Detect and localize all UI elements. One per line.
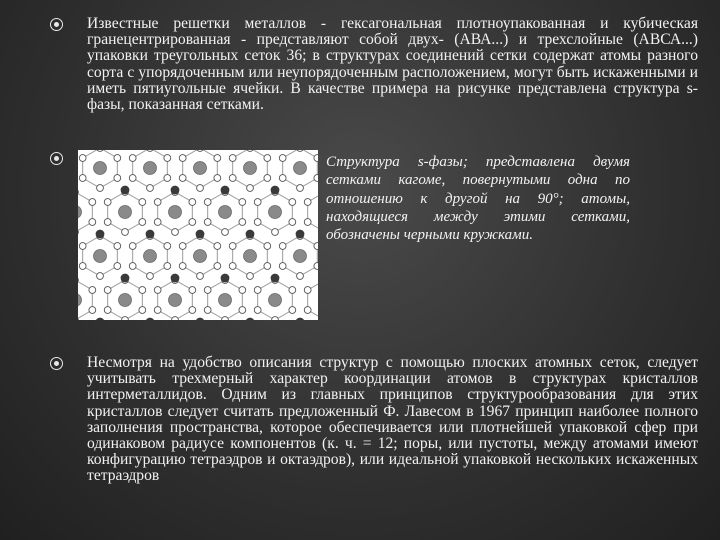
central-atom [78, 206, 82, 219]
lattice-atom [222, 317, 229, 320]
lattice-atom [239, 287, 246, 294]
kagome-hexagon [308, 280, 318, 320]
lattice-atom [264, 155, 271, 162]
lattice-atom [129, 263, 136, 270]
lattice-atom [314, 155, 318, 162]
lattice-atom [229, 243, 236, 250]
lattice-atom [139, 199, 146, 206]
interstitial-atom [296, 318, 305, 320]
lattice-atom [129, 175, 136, 182]
lattice-atom [97, 150, 104, 151]
lattice-atom [204, 199, 211, 206]
interstitial-atom [221, 186, 230, 195]
lattice-atom [179, 243, 186, 250]
lattice-atom [89, 307, 96, 314]
bullet-icon [50, 152, 63, 165]
lattice-atom [179, 263, 186, 270]
lattice-atom [204, 219, 211, 226]
lattice-atom [314, 175, 318, 182]
lattice-atom [272, 317, 279, 320]
lattice-atom [279, 175, 286, 182]
lattice-atom [129, 155, 136, 162]
lattice-atom [154, 199, 161, 206]
central-atom [294, 250, 307, 263]
paragraph-laves-principle: Несмотря на удобство описания структур с помощью плоских атомных сеток, следует учитывать трехмерный характер координации атомов в структурах кристаллов интерметаллидов. Одним из главных принципов структурообразования для этих кристаллов следует считать предложенный Ф. Лавесом в 1967 принцип наиболее полного заполнения пространства, которое обеспечивается или плотнейшей упаковкой сфер при одинаковом радиусе компонентов (к. ч. = 12; поры, или пустоты, между атомами имеют конфигурацию тетраэдров и октаэдров), или идеальной упаковкой нескольких искаженных тетраэдров [87, 354, 698, 485]
interstitial-atom [146, 230, 155, 239]
central-atom [94, 162, 107, 175]
figure-caption: Структура s-фазы; представлена двумя сетками кагоме, повернутыми одна по отношению к другой на 90°; атомы, находящиеся между этими сетками, обозначены черными кружками. [326, 154, 630, 244]
interstitial-atom [196, 318, 205, 320]
lattice-atom [314, 263, 318, 270]
lattice-atom [79, 243, 86, 250]
lattice-atom [197, 185, 204, 192]
lattice-atom [247, 185, 254, 192]
lattice-atom [214, 243, 221, 250]
lattice-atom [264, 243, 271, 250]
lattice-atom [114, 175, 121, 182]
lattice-atom [97, 273, 104, 280]
interstitial-atom [146, 318, 155, 320]
central-atom [169, 206, 182, 219]
lattice-atom [147, 150, 154, 151]
lattice-atom [114, 243, 121, 250]
lattice-atom [154, 287, 161, 294]
lattice-atom [204, 307, 211, 314]
lattice-atom [279, 243, 286, 250]
lattice-atom [104, 307, 111, 314]
lattice-atom [164, 175, 171, 182]
lattice-atom [239, 219, 246, 226]
lattice-atom [79, 175, 86, 182]
lattice-atom [214, 155, 221, 162]
lattice-atom [139, 307, 146, 314]
interstitial-atom [96, 318, 105, 320]
lattice-atom [254, 287, 261, 294]
lattice-atom [114, 263, 121, 270]
lattice-atom [79, 155, 86, 162]
lattice-atom [289, 287, 296, 294]
central-atom [194, 162, 207, 175]
central-atom [194, 250, 207, 263]
lattice-atom [254, 219, 261, 226]
lattice-atom [89, 219, 96, 226]
bullet-icon [50, 18, 63, 31]
lattice-atom [247, 273, 254, 280]
lattice-atom [164, 263, 171, 270]
lattice-atom [129, 243, 136, 250]
interstitial-atom [246, 230, 255, 239]
lattice-atom [229, 175, 236, 182]
interstitial-atom [96, 230, 105, 239]
central-atom [294, 162, 307, 175]
lattice-atom [172, 317, 179, 320]
central-atom [78, 294, 82, 307]
lattice-atom [179, 175, 186, 182]
central-atom [119, 294, 132, 307]
lattice-atom [122, 317, 129, 320]
interstitial-atom [121, 186, 130, 195]
lattice-atom [289, 199, 296, 206]
lattice-atom [154, 219, 161, 226]
lattice-atom [197, 150, 204, 151]
lattice-atom [297, 185, 304, 192]
lattice-atom [297, 150, 304, 151]
kagome-hexagon [308, 192, 318, 232]
lattice-atom [179, 155, 186, 162]
interstitial-atom [221, 274, 230, 283]
lattice-atom [214, 263, 221, 270]
central-atom [219, 206, 232, 219]
lattice-atom [147, 185, 154, 192]
central-atom [144, 250, 157, 263]
lattice-atom [222, 229, 229, 236]
lattice-atom [254, 199, 261, 206]
lattice-atom [139, 287, 146, 294]
lattice-atom [254, 307, 261, 314]
lattice-atom [189, 219, 196, 226]
lattice-atom [139, 219, 146, 226]
lattice-atom [97, 185, 104, 192]
lattice-atom [279, 155, 286, 162]
lattice-atom [279, 263, 286, 270]
lattice-atom [122, 229, 129, 236]
lattice-atom [289, 307, 296, 314]
lattice-atom [229, 263, 236, 270]
interstitial-atom [121, 274, 130, 283]
lattice-atom [79, 263, 86, 270]
lattice-atom [229, 155, 236, 162]
lattice-atom [314, 243, 318, 250]
interstitial-atom [171, 186, 180, 195]
lattice-atom [214, 175, 221, 182]
central-atom [219, 294, 232, 307]
lattice-atom [297, 273, 304, 280]
central-atom [244, 162, 257, 175]
interstitial-atom [171, 274, 180, 283]
interstitial-atom [271, 274, 280, 283]
lattice-atom [304, 219, 311, 226]
interstitial-atom [196, 230, 205, 239]
central-atom [169, 294, 182, 307]
lattice-atom [204, 287, 211, 294]
central-atom [269, 294, 282, 307]
paragraph-lattices: Известные решетки металлов - гексагональная плотноупакованная и кубическая гранецентрированная - представляют собой двух- (АВА...) и трехслойные (АВСА...) упаковки треугольных сеток 36; в структурах соединений сетки содержат атомы разного сорта с упорядоченным или неупорядоченным расположением, могут быть искаженными и иметь пятиугольные ячейки. В качестве примера на рисунке представлена структура s-фазы, показанная сетками. [87, 15, 698, 114]
interstitial-atom [296, 230, 305, 239]
lattice-atom [304, 199, 311, 206]
lattice-atom [197, 273, 204, 280]
bullet-icon [50, 357, 63, 370]
central-atom [269, 206, 282, 219]
lattice-atom [189, 307, 196, 314]
lattice-atom [264, 263, 271, 270]
sigma-phase-structure-figure [78, 150, 318, 320]
lattice-atom [272, 229, 279, 236]
lattice-atom [304, 307, 311, 314]
central-atom [94, 250, 107, 263]
interstitial-atom [246, 318, 255, 320]
lattice-atom [164, 155, 171, 162]
central-atom [119, 206, 132, 219]
lattice-atom [104, 219, 111, 226]
lattice-atom [247, 150, 254, 151]
lattice-atom [289, 219, 296, 226]
lattice-atom [264, 175, 271, 182]
lattice-atom [89, 287, 96, 294]
lattice-atom [239, 307, 246, 314]
lattice-atom [164, 243, 171, 250]
lattice-atom [114, 155, 121, 162]
lattice-atom [89, 199, 96, 206]
lattice-atom [147, 273, 154, 280]
lattice-atom [104, 287, 111, 294]
lattice-atom [239, 199, 246, 206]
lattice-atom [304, 287, 311, 294]
lattice-atom [172, 229, 179, 236]
lattice-atom [154, 307, 161, 314]
central-atom [244, 250, 257, 263]
interstitial-atom [271, 186, 280, 195]
lattice-atom [189, 287, 196, 294]
kagome-net-diagram [78, 150, 318, 320]
central-atom [144, 162, 157, 175]
lattice-atom [189, 199, 196, 206]
lattice-atom [104, 199, 111, 206]
